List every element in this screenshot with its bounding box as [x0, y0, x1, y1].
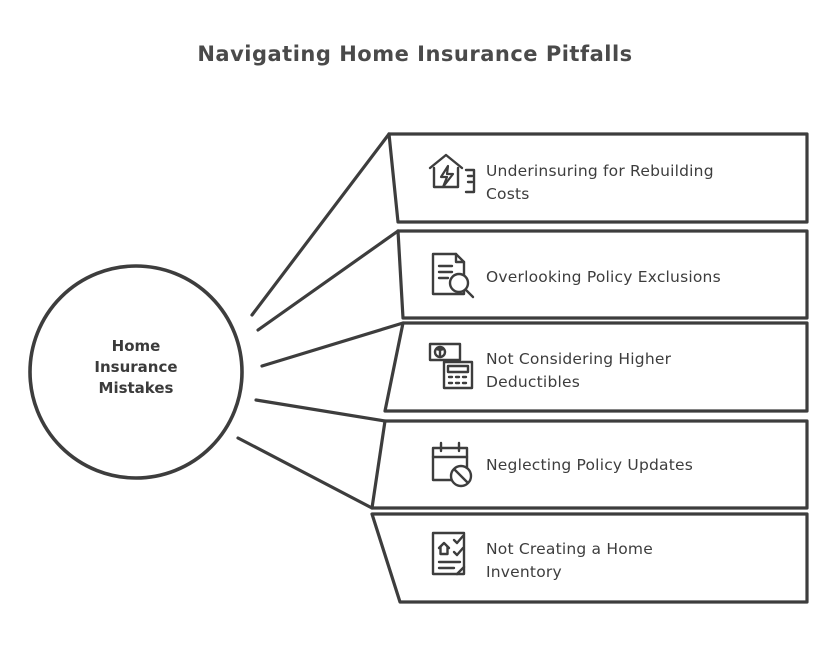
connector-5	[238, 438, 372, 508]
hub-label	[40, 336, 232, 399]
item-label-5	[486, 538, 786, 584]
page-title: Navigating Home Insurance Pitfalls	[197, 42, 633, 66]
item-3-line-2: Deductibles	[486, 373, 580, 391]
home-checklist-icon	[433, 533, 464, 574]
item-3-line-1: Not Considering Higher	[486, 350, 672, 368]
calculator-money-icon	[430, 344, 472, 388]
connector-3	[262, 323, 403, 366]
item-label-4	[486, 454, 806, 477]
connector-1	[252, 134, 389, 315]
item-2-line-1: Overlooking Policy Exclusions	[486, 268, 721, 286]
hub-label-line-2: Insurance	[94, 358, 178, 376]
document-magnifier-icon	[433, 254, 473, 297]
hub-label-line-3: Mistakes	[98, 379, 174, 397]
item-label-3	[486, 348, 786, 394]
calendar-blocked-icon	[433, 443, 471, 486]
item-5-line-2: Inventory	[486, 563, 562, 581]
item-5-line-1: Not Creating a Home	[486, 540, 653, 558]
item-1-line-2: Costs	[486, 185, 530, 203]
connector-4	[256, 400, 385, 421]
item-label-2	[486, 266, 806, 289]
item-label-1	[486, 160, 786, 206]
house-lightning-icon	[430, 155, 474, 192]
hub-label-line-1: Home	[111, 337, 161, 355]
item-1-line-1: Underinsuring for Rebuilding	[486, 162, 714, 180]
item-4-line-1: Neglecting Policy Updates	[486, 456, 694, 474]
